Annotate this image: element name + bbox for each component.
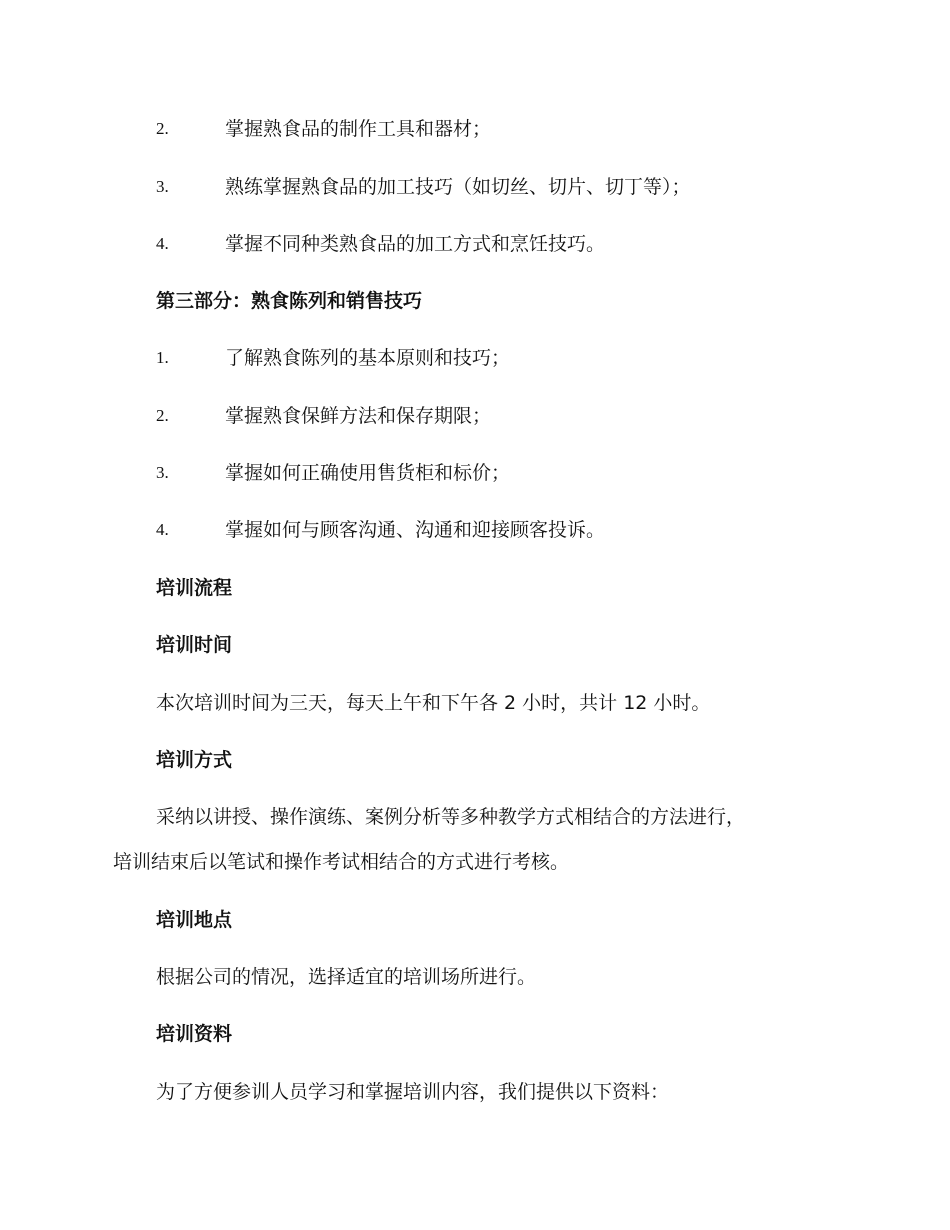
list-item-text: 掌握如何与顾客沟通、沟通和迎接顾客投诉。 — [225, 519, 606, 541]
materials-text: 为了方便参训人员学习和掌握培训内容，我们提供以下资料： — [156, 1081, 670, 1103]
list-item — [0, 112, 950, 146]
time-heading: 培训时间 — [156, 634, 233, 656]
list-item — [0, 399, 950, 433]
paragraph — [0, 686, 950, 720]
location-heading: 培训地点 — [156, 909, 233, 931]
time-text: 本次培训时间为三天，每天上午和下午各 2 小时，共计 12 小时。 — [156, 692, 711, 714]
section-heading — [0, 284, 950, 318]
section-heading — [0, 571, 950, 605]
list-item-number: 2. — [156, 119, 169, 138]
method-text-line1: 采纳以讲授、操作演练、案例分析等多种教学方式相结合的方法进行， — [156, 806, 746, 828]
method-text-line2: 培训结束后以笔试和操作考试相结合的方式进行考核。 — [113, 851, 570, 873]
location-text: 根据公司的情况，选择适宜的培训场所进行。 — [156, 966, 537, 988]
list-item — [0, 341, 950, 375]
process-heading: 培训流程 — [156, 577, 233, 599]
list-item-number: 1. — [156, 348, 169, 367]
list-item-text: 了解熟食陈列的基本原则和技巧； — [225, 347, 511, 369]
section-heading — [0, 903, 950, 937]
section-heading — [0, 743, 950, 777]
list-item-number: 3. — [156, 463, 169, 482]
paragraph — [0, 1075, 950, 1109]
list-item-text: 掌握不同种类熟食品的加工方式和烹饪技巧。 — [225, 233, 606, 255]
list-item-number: 4. — [156, 520, 169, 539]
list-item-text: 掌握熟食保鲜方法和保存期限； — [225, 405, 492, 427]
section-heading — [0, 628, 950, 662]
list-item — [0, 513, 950, 547]
method-heading: 培训方式 — [156, 749, 233, 771]
paragraph-line — [0, 845, 950, 879]
materials-heading: 培训资料 — [156, 1023, 233, 1045]
list-item — [0, 170, 950, 204]
part3-heading: 第三部分：熟食陈列和销售技巧 — [156, 290, 423, 312]
section-heading — [0, 1017, 950, 1051]
list-item — [0, 227, 950, 261]
paragraph — [0, 960, 950, 994]
list-item-number: 4. — [156, 234, 169, 253]
paragraph-line — [0, 800, 950, 834]
list-item-text: 掌握如何正确使用售货柜和标价； — [225, 462, 511, 484]
list-item — [0, 456, 950, 490]
list-item-text: 掌握熟食品的制作工具和器材； — [225, 118, 492, 140]
list-item-text: 熟练掌握熟食品的加工技巧（如切丝、切片、切丁等）； — [225, 176, 691, 198]
list-item-number: 2. — [156, 406, 169, 425]
list-item-number: 3. — [156, 177, 169, 196]
